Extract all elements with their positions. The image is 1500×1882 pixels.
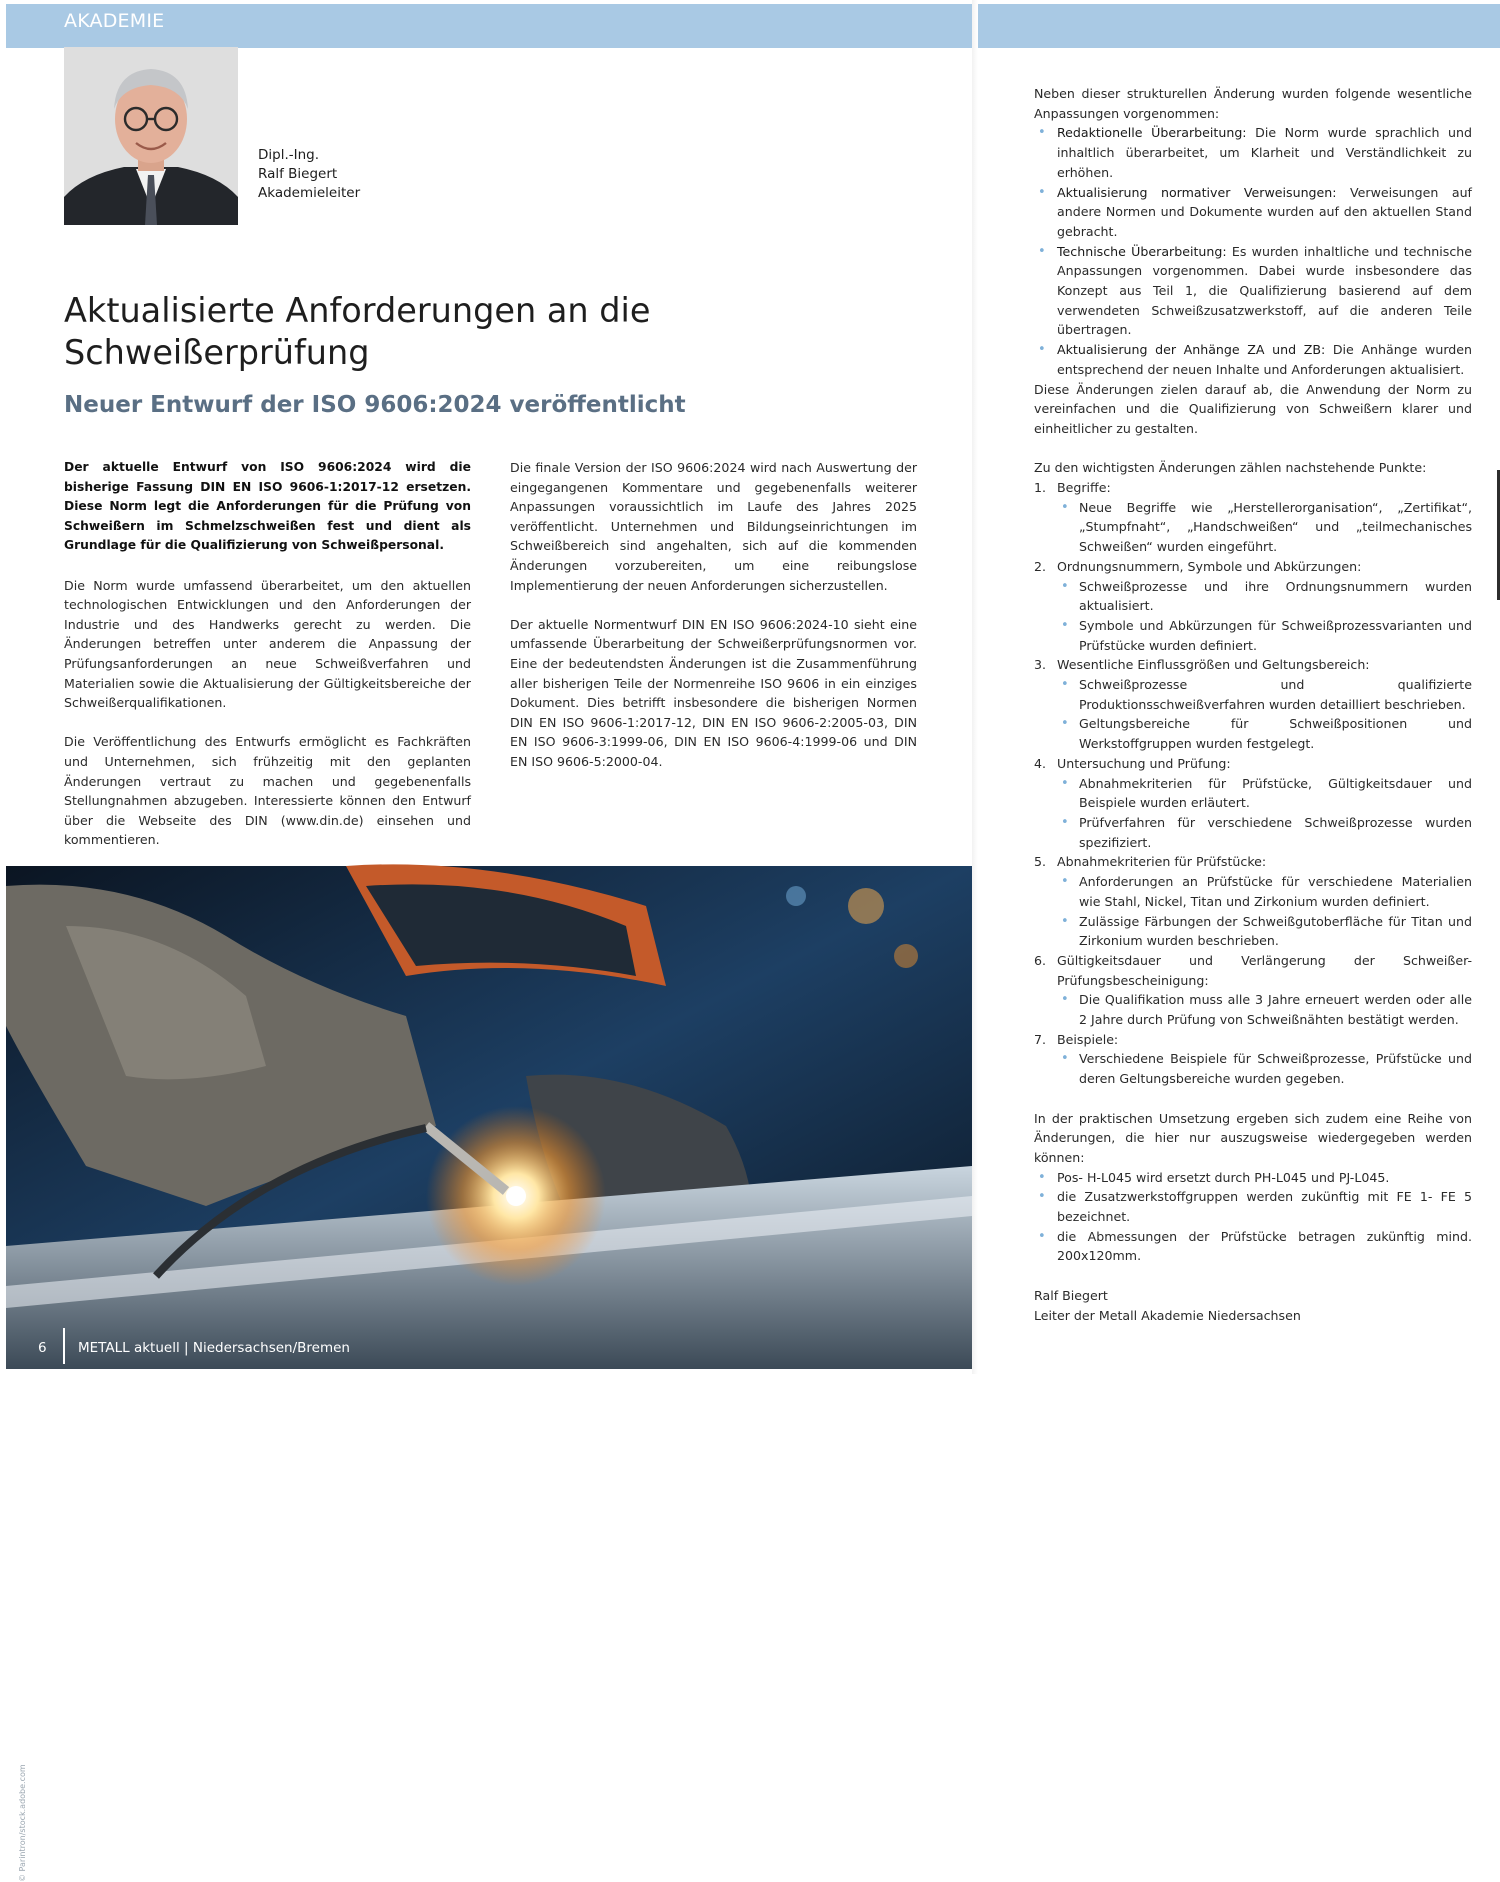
list-item: • Schweißprozesse und qualifizierte Produktionsschweißverfahren wurden detailliert beschrieben. [1057, 675, 1472, 714]
footer-publication-line [78, 1340, 350, 1356]
key-changes-intro: Zu den wichtigsten Änderungen zählen nachstehende Punkte: [1034, 460, 1427, 476]
body-column-2 [510, 458, 917, 791]
item-title: Beispiele: [1057, 1031, 1119, 1047]
item-title: Ordnungsnummern, Symbole und Abkürzungen: [1057, 558, 1362, 574]
list-item [1034, 123, 1472, 182]
list-item [1034, 557, 1472, 656]
footer-separator: | [179, 1340, 193, 1356]
signature-title: Leiter der Metall Akademie Niedersachsen [1034, 1307, 1301, 1323]
item-number: 7. [1034, 1031, 1047, 1047]
adjustments-intro: Neben dieser strukturellen Änderung wurden folgende wesentliche Anpassungen vorgenommen: [1034, 86, 1472, 121]
list-item: • die Zusatzwerkstoffgruppen werden zukünftig mit FE 1- FE 5 bezeichnet. [1034, 1187, 1472, 1226]
adjustments-conclusion: Diese Änderungen zielen darauf ab, die Anwendung der Norm zu vereinfachen und die Qualifizierung von Schweißern klarer und einheitlicher zu gestalten. [1034, 381, 1472, 436]
welding-photo [6, 866, 972, 1882]
author-name: Ralf Biegert [258, 166, 338, 182]
list-item [1034, 754, 1472, 853]
lead-paragraph: Der aktuelle Entwurf von ISO 9606:2024 wird die bisherige Fassung DIN EN ISO 9606-1:2017-12 ersetzen. Diese Norm legt die Anforderungen für die Prüfung von Schweißern im Schmelzschweißen fest und dient als Grundlage für die Qualifizierung von Schweißpersonal. [64, 460, 471, 553]
practice-list [1034, 1168, 1472, 1267]
footer-divider [63, 1328, 65, 1364]
right-page-column [1034, 84, 1472, 1325]
list-item [1034, 852, 1472, 951]
list-item: • die Abmessungen der Prüfstücke betragen zukünftig mind. 200x120mm. [1034, 1227, 1472, 1266]
list-item: • Verschiedene Beispiele für Schweißprozesse, Prüfstücke und deren Geltungsbereiche wurden gegeben. [1057, 1049, 1472, 1088]
adjustment-term: Redaktionelle Überarbeitung: [1057, 125, 1247, 141]
adjustment-text: Es wurden inhaltliche und technische Anpassungen vorgenommen. Dabei wurde insbesondere das Konzept aus Teil 1, die Qualifizierung basierend auf dem verwendeten Schweißzusatzwerkstoff, auf die anderen Teile übertragen. [1057, 243, 1472, 338]
article-subheadline: Neuer Entwurf der ISO 9606:2024 veröffentlicht [64, 392, 686, 418]
author-role: Akademieleiter [258, 185, 361, 201]
list-item: • Abnahmekriterien für Prüfstücke, Gültigkeitsdauer und Beispiele wurden erläutert. [1057, 774, 1472, 813]
list-item: • Neue Begriffe wie „Herstellerorganisation“, „Zertifikat“, „Stumpfnaht“, „Handschweißen“ und „teilmechanisches Schweißen“ wurden eingeführt. [1057, 498, 1472, 557]
list-item [1034, 655, 1472, 754]
welding-photo-illustration [6, 866, 972, 1369]
item-title: Gültigkeitsdauer und Verlängerung der Schweißer-Prüfungsbescheinigung: [1057, 952, 1472, 988]
list-item: • Zulässige Färbungen der Schweißgutoberfläche für Titan und Zirkonium wurden beschrieben. [1057, 912, 1472, 951]
body-column-1 [64, 458, 471, 869]
item-number: 3. [1034, 657, 1047, 673]
item-title: Wesentliche Einflussgrößen und Geltungsbereich: [1057, 657, 1370, 673]
item-number: 6. [1034, 952, 1047, 968]
list-item: • Geltungsbereiche für Schweißpositionen und Werkstoffgruppen wurden festgelegt. [1057, 714, 1472, 753]
section-label: AKADEMIE [64, 10, 165, 32]
adjustment-term: Aktualisierung der Anhänge ZA und ZB: [1057, 342, 1326, 358]
adjustments-list [1034, 123, 1472, 379]
body-paragraph: Die Norm wurde umfassend überarbeitet, um den aktuellen technologischen Entwicklungen und den Anforderungen der Industrie und des Handwerks gerecht zu werden. Die Änderungen betreffen unter anderem die Anpassung der Prüfungsanforderungen an neue Schweißverfahren und Materialien sowie die Aktualisierung der Gültigkeitsbereiche der Schweißerqualifikationen. [64, 577, 471, 711]
item-number: 1. [1034, 480, 1047, 496]
item-number: 4. [1034, 755, 1047, 771]
headline-line-1: Aktualisierte Anforderungen an die [64, 291, 651, 330]
list-item: • Schweißprozesse und ihre Ordnungsnummern wurden aktualisiert. [1057, 577, 1472, 616]
signature-name: Ralf Biegert [1034, 1287, 1108, 1303]
list-item [1034, 951, 1472, 1030]
author-portrait-illustration [64, 47, 238, 225]
list-item [1034, 1030, 1472, 1089]
body-paragraph: Die finale Version der ISO 9606:2024 wird nach Auswertung der eingegangenen Kommentare und gegebenenfalls weiterer Anpassungen voraussichtlich im Laufe des Jahres 2025 veröffentlicht. Unternehmen und Bildungseinrichtungen im Schweißbereich sind angehalten, sich auf die kommenden Änderungen vorzubereiten, um eine reibungslose Implementierung der neuen Anforderungen sicherzustellen. [510, 460, 917, 593]
adjustment-text: Die Anhänge wurden entsprechend der neuen Inhalte und Anforderungen aktualisiert. [1057, 342, 1473, 377]
footer-region: Niedersachsen/Bremen [192, 1340, 350, 1356]
list-item: • Die Qualifikation muss alle 3 Jahre erneuert werden oder alle 2 Jahre durch Prüfung von Schweißnähten bestätigt werden. [1057, 990, 1472, 1029]
list-item [1034, 183, 1472, 242]
key-changes-list [1034, 478, 1472, 1089]
adjustment-term: Technische Überarbeitung: [1057, 243, 1227, 259]
page-number: 6 [38, 1340, 47, 1356]
item-number: 2. [1034, 558, 1047, 574]
item-number: 5. [1034, 854, 1047, 870]
list-item: • Symbole und Abkürzungen für Schweißprozessvarianten und Prüfstücke wurden definiert. [1057, 616, 1472, 655]
body-paragraph: Der aktuelle Normentwurf DIN EN ISO 9606:2024-10 sieht eine umfassende Überarbeitung der Schweißerprüfungsnormen vor. Eine der bedeutendsten Änderungen ist die Zusammenführung aller bisherigen Teile der Normenreihe ISO 9606 in ein einziges Dokument. Dies betrifft insbesondere die bisherigen Normen DIN EN ISO 9606-1:2017-12, DIN EN ISO 9606-2:2005-03, DIN EN ISO 9606-3:1999-06, DIN EN ISO 9606-4:1999-06 und DIN EN ISO 9606-5:2000-04. [510, 616, 917, 769]
section-header-bar [6, 4, 1500, 48]
adjustment-text: Verweisungen auf andere Normen und Dokumente wurden auf den aktuellen Stand gebracht. [1057, 184, 1472, 239]
adjustment-term: Aktualisierung normativer Verweisungen: [1057, 184, 1337, 200]
headline-line-2: Schweißerprüfung [64, 333, 370, 372]
photo-credit: © Parintron/stock.adobe.com [18, 1764, 27, 1882]
list-item [1034, 340, 1472, 379]
practice-intro: In der praktischen Umsetzung ergeben sich zudem eine Reihe von Änderungen, die hier nur auszugsweise wiedergegeben werden können: [1034, 1110, 1472, 1165]
list-item: • Anforderungen an Prüfstücke für verschiedene Materialien wie Stahl, Nickel, Titan und Zirkonium wurden definiert. [1057, 872, 1472, 911]
adjustment-text: Die Norm wurde sprachlich und inhaltlich überarbeitet, um Klarheit und Verständlichkeit zu erhöhen. [1057, 125, 1472, 180]
item-title: Untersuchung und Prüfung: [1057, 755, 1231, 771]
list-item [1034, 242, 1472, 341]
page-fold [972, 0, 978, 1374]
list-item [1034, 478, 1472, 557]
body-paragraph: Die Veröffentlichung des Entwurfs ermöglicht es Fachkräften und Unternehmen, sich frühzeitig mit den geplanten Änderungen vertraut zu machen und gegebenenfalls Stellungnahmen abzugeben. Interessierte können den Entwurf über die Webseite des DIN (www.din.de) einsehen und kommentieren. [64, 734, 471, 848]
item-title: Begriffe: [1057, 480, 1111, 496]
author-portrait [64, 47, 238, 225]
item-title: Abnahmekriterien für Prüfstücke: [1057, 854, 1267, 870]
article-headline [64, 290, 884, 374]
footer-publication: METALL aktuell [78, 1340, 180, 1356]
author-byline [258, 146, 360, 203]
author-degree: Dipl.-Ing. [258, 147, 320, 163]
list-item: • Pos- H-L045 wird ersetzt durch PH-L045 und PJ-L045. [1034, 1168, 1472, 1188]
list-item: • Prüfverfahren für verschiedene Schweißprozesse wurden spezifiziert. [1057, 813, 1472, 852]
